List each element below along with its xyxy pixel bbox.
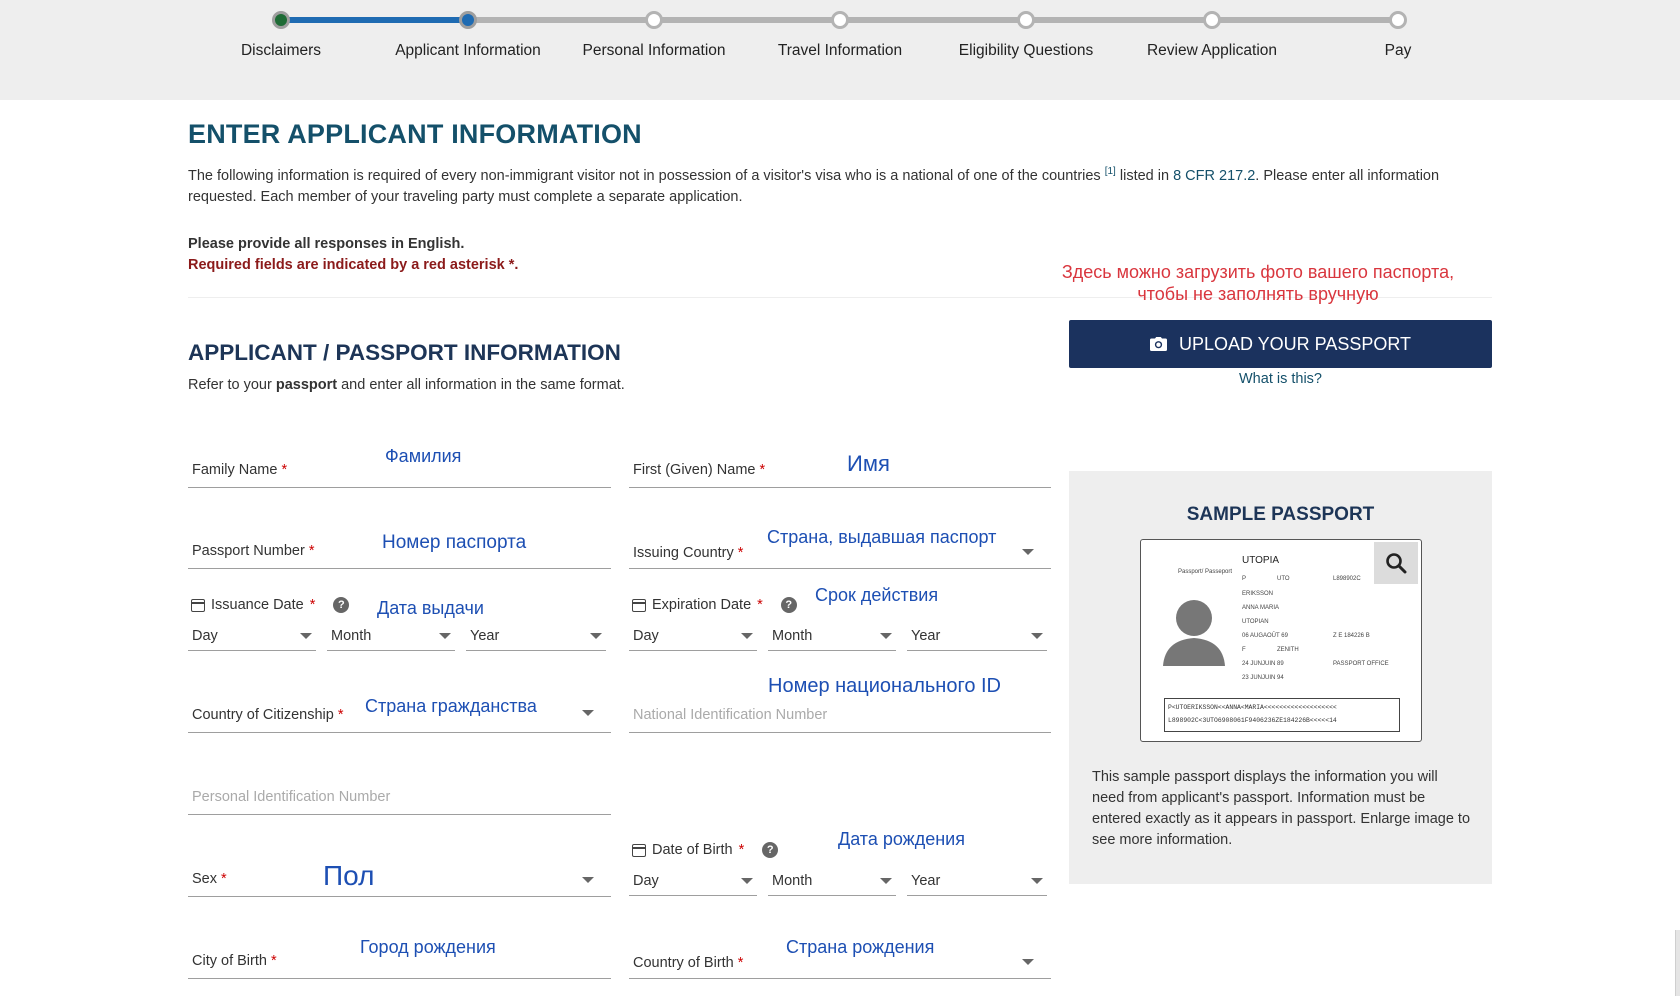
sex-annotation: Пол bbox=[323, 860, 375, 891]
family-name-label bbox=[192, 462, 287, 478]
passport-surname: ERIKSSON bbox=[1242, 591, 1274, 597]
passport-dob: 06 AUGAOÛT 69 bbox=[1242, 633, 1288, 639]
passport-mrz-line2: L898902C<3UTO6908061F9406236ZE184226B<<<<<14 bbox=[1168, 717, 1337, 724]
issuance-date-label-text: Issuance Date bbox=[211, 597, 304, 613]
passport-issue-date: 24 JUNJUIN 89 bbox=[1242, 661, 1284, 667]
dob-day-select[interactable] bbox=[629, 866, 757, 896]
step-dot-eligibility-questions bbox=[1017, 11, 1035, 29]
expiration-date-label bbox=[632, 597, 797, 613]
chevron-down-icon bbox=[1031, 878, 1043, 884]
passport-nationality: UTOPIAN bbox=[1242, 619, 1269, 625]
chevron-down-icon bbox=[741, 633, 753, 639]
search-icon bbox=[1385, 552, 1407, 574]
passport-label: Passport/ Passeport bbox=[1178, 569, 1233, 575]
chevron-down-icon bbox=[590, 633, 602, 639]
page-edge bbox=[1675, 930, 1680, 996]
citizenship-annotation: Страна гражданства bbox=[365, 696, 537, 716]
step-label-pay: Pay bbox=[1384, 42, 1412, 59]
chevron-down-icon bbox=[439, 633, 451, 639]
expiration-day-select[interactable] bbox=[629, 621, 757, 651]
step-label-disclaimers[interactable]: Disclaimers bbox=[240, 42, 322, 59]
calendar-icon bbox=[632, 844, 646, 857]
dob-label bbox=[632, 842, 778, 858]
chevron-down-icon bbox=[741, 878, 753, 884]
passport-country: UTOPIA bbox=[1242, 555, 1280, 566]
sex-label-text: Sex bbox=[192, 871, 217, 887]
sample-passport-image[interactable] bbox=[1140, 539, 1422, 742]
step-label-applicant-information[interactable]: Applicant Information bbox=[395, 42, 541, 59]
step-dot-travel-information bbox=[831, 11, 849, 29]
refer-text-bold: passport bbox=[275, 377, 338, 393]
passport-type: P bbox=[1242, 576, 1247, 582]
first-name-annotation: Имя bbox=[847, 451, 890, 476]
dob-year-select[interactable] bbox=[907, 866, 1047, 896]
required-asterisk: * bbox=[308, 543, 315, 559]
dob-day-value: Day bbox=[633, 873, 659, 889]
calendar-icon bbox=[191, 599, 205, 612]
step-label-review-application: Review Application bbox=[1146, 42, 1278, 59]
dob-month-value: Month bbox=[772, 873, 813, 889]
page-title: ENTER APPLICANT INFORMATION bbox=[188, 119, 642, 149]
city-of-birth-label bbox=[192, 953, 277, 969]
dob-annotation: Дата рождения bbox=[838, 829, 965, 849]
issuance-year-value: Year bbox=[470, 628, 500, 644]
passport-personal-number: Z E 184226 B bbox=[1333, 633, 1370, 639]
required-asterisk: * bbox=[738, 842, 745, 858]
passport-code: UTO bbox=[1277, 576, 1290, 582]
expiration-month-value: Month bbox=[772, 628, 813, 644]
chevron-down-icon bbox=[1022, 549, 1034, 555]
intro-text-part1: The following information is required of every non-immigrant visitor not in possession of a visitor's visa who is a national of one of the countries bbox=[188, 167, 1101, 184]
passport-mrz-line1: P<UTOERIKSSON<<ANNA<MARIA<<<<<<<<<<<<<<<<<<< bbox=[1168, 704, 1337, 711]
help-icon[interactable]: ? bbox=[762, 842, 778, 858]
chevron-down-icon bbox=[1022, 959, 1034, 965]
progress-track-fill bbox=[281, 17, 468, 23]
required-asterisk: * bbox=[270, 953, 277, 969]
first-name-field[interactable] bbox=[629, 448, 1051, 488]
national-id-input[interactable] bbox=[629, 693, 1051, 733]
issuing-country-annotation: Страна, выдавшая паспорт bbox=[767, 527, 997, 547]
required-asterisk: * bbox=[759, 462, 766, 478]
required-note: Required fields are indicated by a red asterisk *. bbox=[188, 257, 519, 273]
progress-header bbox=[0, 0, 1680, 100]
sample-passport-panel bbox=[1069, 471, 1492, 884]
refer-text-pre: Refer to your bbox=[188, 377, 276, 393]
help-icon[interactable]: ? bbox=[333, 597, 349, 613]
issuance-month-select[interactable] bbox=[327, 621, 455, 651]
required-asterisk: * bbox=[337, 707, 344, 723]
upload-passport-button[interactable] bbox=[1069, 320, 1492, 368]
sample-passport-description: This sample passport displays the information you will need from applicant's passport. Information must be entered exactly as it appears in passport. Enlarge image to see more information. bbox=[1092, 769, 1471, 848]
citizenship-label bbox=[192, 707, 344, 723]
chevron-down-icon bbox=[300, 633, 312, 639]
passport-number-label-text: Passport Number bbox=[192, 543, 305, 559]
required-asterisk: * bbox=[737, 545, 744, 561]
issuing-country-label-text: Issuing Country bbox=[633, 545, 734, 561]
chevron-down-icon bbox=[582, 710, 594, 716]
zoom-button[interactable] bbox=[1374, 542, 1418, 584]
camera-icon bbox=[1150, 337, 1167, 351]
required-asterisk: * bbox=[737, 955, 744, 971]
first-name-label bbox=[633, 462, 765, 478]
required-asterisk: * bbox=[757, 597, 763, 613]
step-dot-pay bbox=[1389, 11, 1407, 29]
upload-passport-button-label: UPLOAD YOUR PASSPORT bbox=[1178, 333, 1412, 354]
required-asterisk: * bbox=[221, 871, 227, 887]
passport-number: L898902C bbox=[1333, 576, 1361, 582]
passport-sex: F bbox=[1242, 647, 1246, 653]
personal-id-input[interactable] bbox=[188, 775, 611, 815]
required-asterisk: * bbox=[281, 462, 288, 478]
dob-year-value: Year bbox=[911, 873, 941, 889]
step-dot-personal-information bbox=[645, 11, 663, 29]
passport-place-of-birth: ZENITH bbox=[1277, 647, 1299, 653]
issuance-date-label bbox=[191, 597, 349, 613]
issuance-month-value: Month bbox=[331, 628, 372, 644]
step-dot-disclaimers[interactable] bbox=[272, 11, 290, 29]
dob-label-text: Date of Birth bbox=[652, 842, 733, 858]
city-of-birth-annotation: Город рождения bbox=[360, 937, 496, 957]
dob-month-select[interactable] bbox=[768, 866, 896, 896]
step-dot-review-application bbox=[1203, 11, 1221, 29]
expiration-date-label-text: Expiration Date bbox=[652, 597, 752, 613]
expiration-date-annotation: Срок действия bbox=[815, 585, 939, 605]
sample-passport-title: SAMPLE PASSPORT bbox=[1186, 504, 1375, 525]
step-label-personal-information: Personal Information bbox=[582, 42, 726, 59]
chevron-down-icon bbox=[880, 878, 892, 884]
refer-text-post: and enter all information in the same format. bbox=[337, 377, 625, 393]
expiration-year-value: Year bbox=[911, 628, 941, 644]
sex-label bbox=[192, 871, 227, 887]
help-icon[interactable]: ? bbox=[781, 597, 797, 613]
country-of-birth-label-text: Country of Birth bbox=[633, 955, 734, 971]
passport-number-label bbox=[192, 543, 315, 559]
required-asterisk: * bbox=[309, 597, 316, 613]
issuance-year-select[interactable] bbox=[466, 621, 606, 651]
national-id-annotation: Номер национального ID bbox=[768, 675, 1001, 697]
passport-expiry-date: 23 JUNJUIN 94 bbox=[1242, 675, 1284, 681]
what-is-this-link[interactable]: What is this? bbox=[1239, 371, 1322, 387]
intro-text-part3: . Please enter all information requested. Each member of your traveling party must complete a separate application. bbox=[188, 167, 1440, 205]
section-title: APPLICANT / PASSPORT INFORMATION bbox=[188, 340, 621, 365]
step-label-travel-information: Travel Information bbox=[777, 42, 903, 59]
expiration-year-select[interactable] bbox=[907, 621, 1047, 651]
first-name-label-text: First (Given) Name bbox=[633, 462, 756, 478]
sex-select[interactable] bbox=[188, 857, 611, 897]
refer-text bbox=[188, 377, 625, 393]
personal-id-placeholder: Personal Identification Number bbox=[192, 789, 391, 805]
family-name-annotation: Фамилия bbox=[385, 446, 462, 466]
intro-text-part2: listed in bbox=[1115, 167, 1174, 184]
footnote-link[interactable]: [1] bbox=[1104, 166, 1116, 177]
passport-number-annotation: Номер паспорта bbox=[382, 532, 527, 553]
country-of-birth-annotation: Страна рождения bbox=[786, 937, 935, 957]
citizenship-label-text: Country of Citizenship bbox=[192, 707, 334, 723]
expiration-month-select[interactable] bbox=[768, 621, 896, 651]
passport-given-names: ANNA MARIA bbox=[1242, 605, 1280, 611]
step-dot-applicant-information[interactable] bbox=[459, 11, 477, 29]
passport-authority: PASSPORT OFFICE bbox=[1333, 661, 1389, 667]
national-id-placeholder: National Identification Number bbox=[633, 707, 828, 723]
person-silhouette-icon bbox=[1161, 596, 1227, 666]
english-note: Please provide all responses in English. bbox=[188, 236, 465, 252]
family-name-label-text: Family Name bbox=[192, 462, 278, 478]
city-of-birth-label-text: City of Birth bbox=[192, 953, 267, 969]
upload-annotation: Здесь можно загрузить фото вашего паспорта, чтобы не заполнять вручную bbox=[1061, 262, 1455, 304]
issuance-date-annotation: Дата выдачи bbox=[377, 598, 484, 618]
chevron-down-icon bbox=[582, 877, 594, 883]
expiration-day-value: Day bbox=[633, 628, 659, 644]
issuing-country-label bbox=[633, 545, 743, 561]
intro-text bbox=[188, 161, 1488, 208]
chevron-down-icon bbox=[1031, 633, 1043, 639]
issuance-day-select[interactable] bbox=[188, 621, 316, 651]
cfr-link[interactable]: 8 CFR 217.2 bbox=[1173, 167, 1256, 184]
step-label-eligibility-questions: Eligibility Questions bbox=[958, 42, 1094, 59]
country-of-birth-label bbox=[633, 955, 743, 971]
chevron-down-icon bbox=[880, 633, 892, 639]
passport-mrz bbox=[1164, 698, 1400, 732]
calendar-icon bbox=[632, 599, 646, 612]
issuance-day-value: Day bbox=[192, 628, 218, 644]
